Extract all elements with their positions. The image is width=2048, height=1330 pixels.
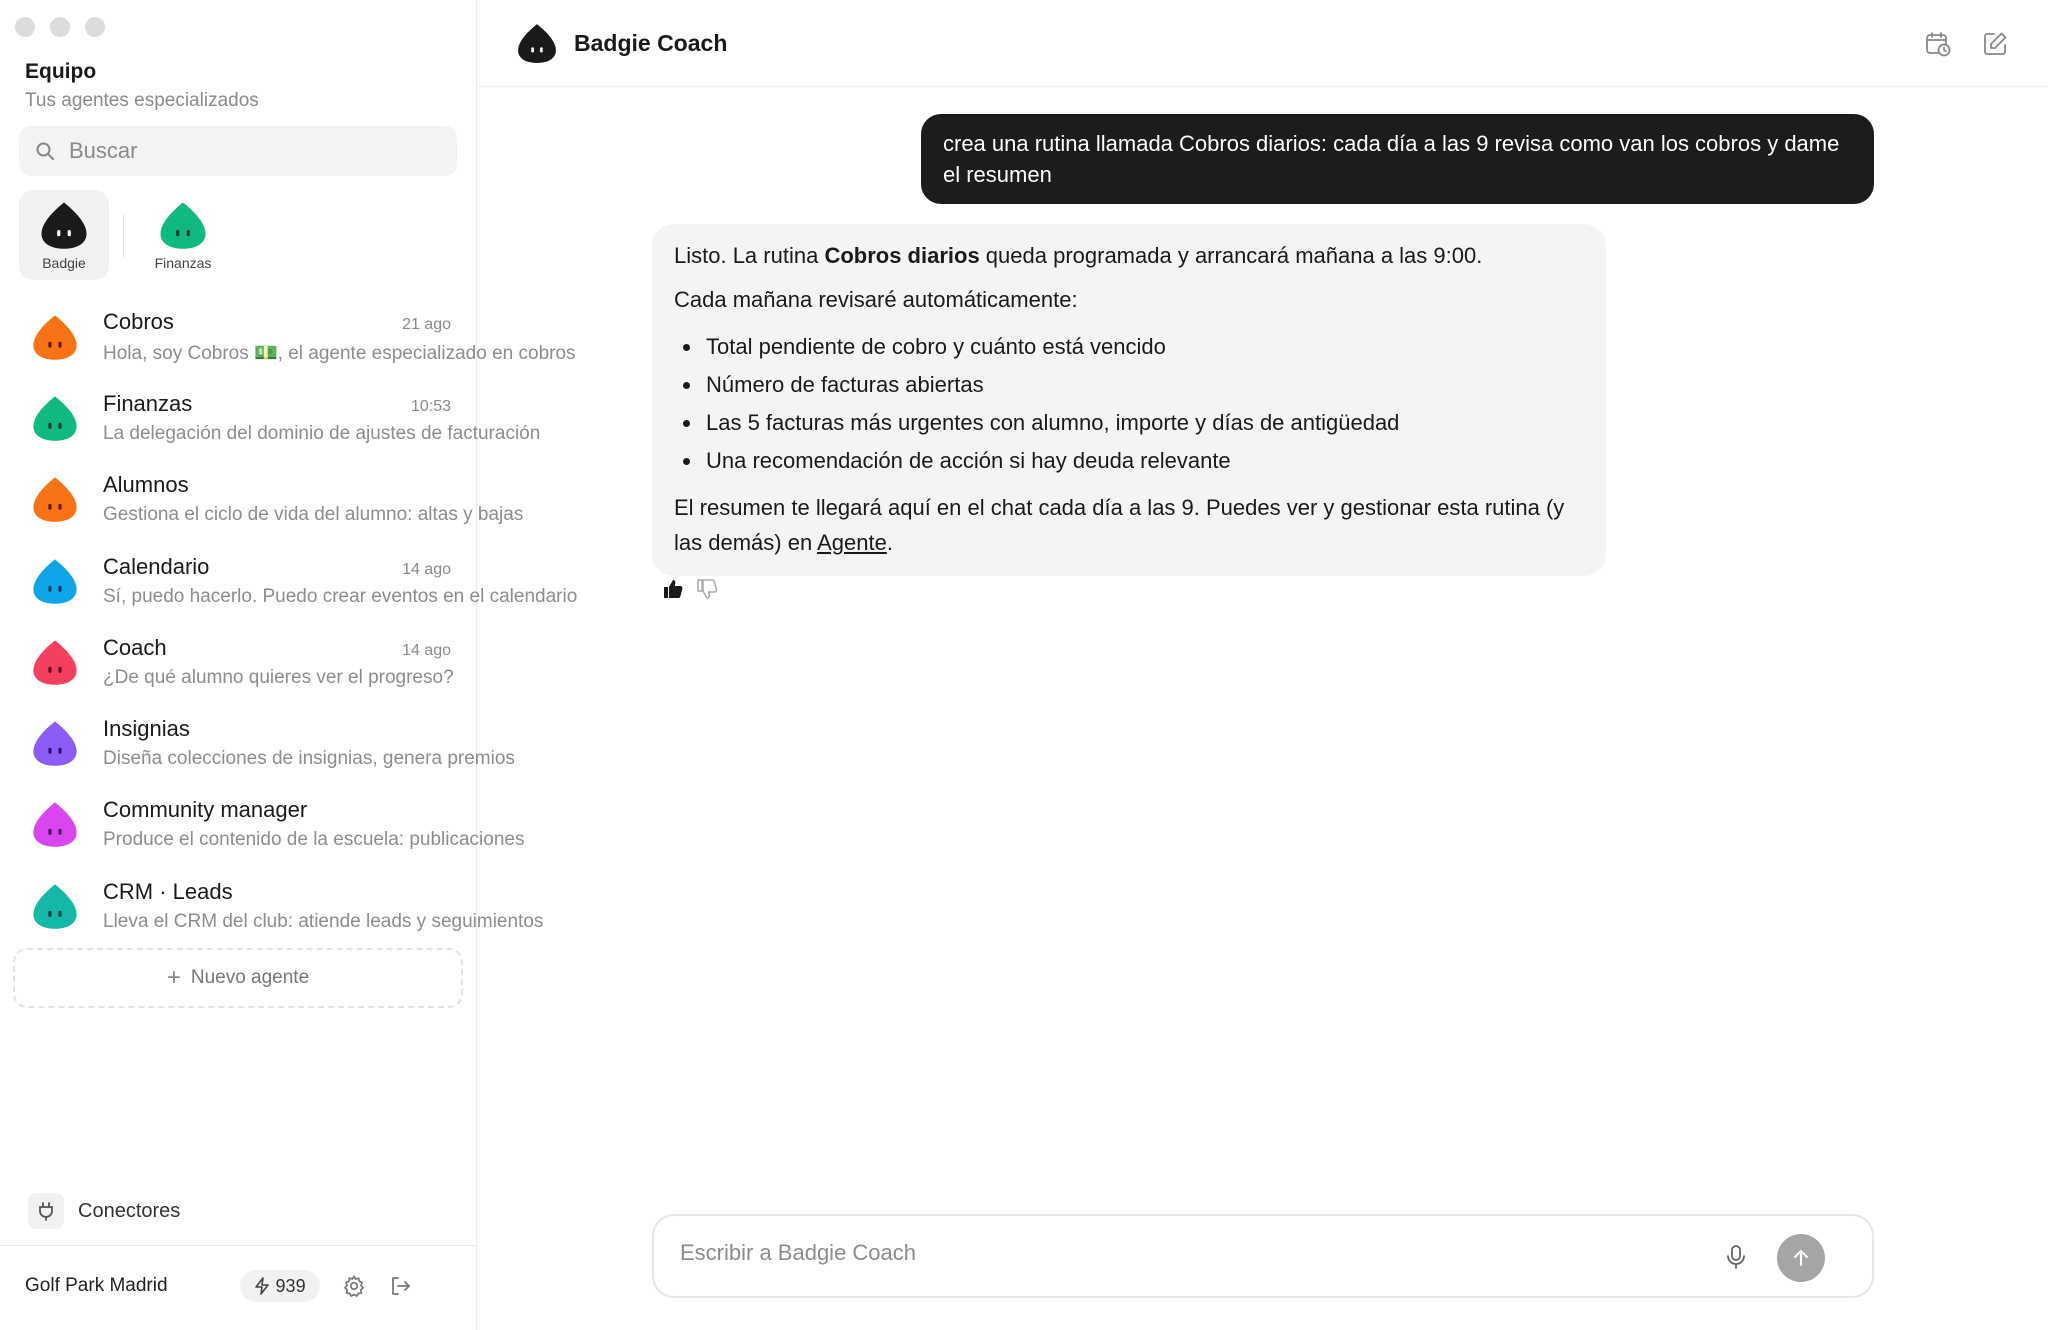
- connectors-label: Conectores: [78, 1199, 181, 1222]
- badgie-avatar-icon: [39, 200, 89, 250]
- send-button[interactable]: [1777, 1234, 1825, 1282]
- settings-button[interactable]: [342, 1274, 366, 1298]
- thumbs-down-button[interactable]: [695, 577, 719, 606]
- microphone-icon: [1725, 1244, 1747, 1270]
- team-title: Equipo: [25, 60, 97, 83]
- club-name: Golf Park Madrid: [25, 1275, 168, 1296]
- thumbs-down-icon: [695, 577, 719, 601]
- blob-body: [42, 203, 87, 249]
- agent-preview: Sí, puedo hacerlo. Puedo crear eventos en el calendario: [103, 585, 578, 607]
- divider: [0, 1245, 477, 1246]
- credits-value: 939: [275, 1275, 306, 1296]
- message-input[interactable]: [680, 1240, 1680, 1266]
- agent-name: CRM · Leads: [103, 878, 233, 904]
- routine-name: Cobros diarios: [824, 243, 980, 268]
- message-feedback: [661, 577, 719, 606]
- assistant-intro: [674, 240, 1584, 271]
- new-agent-button[interactable]: [13, 948, 463, 1008]
- assistant-message-bubble: [652, 224, 1606, 576]
- search-input[interactable]: [69, 138, 429, 164]
- thumbs-up-icon: [661, 577, 685, 601]
- assistant-outro: [674, 490, 1584, 560]
- intro-text: Listo. La rutina: [674, 243, 825, 268]
- team-subtitle: Tus agentes especializados: [25, 90, 259, 111]
- assistant-bullet-list: [674, 328, 1584, 480]
- credits-badge[interactable]: [240, 1270, 320, 1302]
- agent-time: 21 ago: [402, 315, 451, 333]
- agent-time: 10:53: [410, 397, 451, 415]
- quick-agent-label: Badgie: [42, 255, 86, 271]
- agent-item-coach[interactable]: [0, 621, 477, 702]
- finanzas-avatar-icon: [31, 394, 79, 442]
- alumnos-avatar-icon: [31, 475, 79, 523]
- agent-name: Finanzas: [103, 390, 193, 416]
- edit-icon: [1981, 30, 2009, 58]
- quick-agent-label: Finanzas: [154, 255, 212, 271]
- new-chat-button[interactable]: [1981, 30, 2009, 63]
- list-item: Una recomendación de acción si hay deuda relevante: [674, 442, 1584, 480]
- agent-list: [0, 296, 578, 946]
- badgie-avatar-icon: [516, 22, 558, 64]
- agent-name: Coach: [103, 634, 167, 660]
- agent-preview: ¿De qué alumno quieres ver el progreso?: [103, 666, 454, 688]
- agent-preview: Produce el contenido de la escuela: publicaciones: [103, 829, 525, 851]
- window-minimize-button[interactable]: [50, 17, 70, 37]
- finanzas-avatar-icon: [158, 200, 208, 250]
- agent-item-crm-leads[interactable]: [0, 865, 544, 946]
- agent-name: Cobros: [103, 308, 174, 334]
- outro-text: .: [886, 530, 893, 555]
- logout-button[interactable]: [388, 1274, 412, 1298]
- outro-text: El resumen te llegará aquí en el chat cada día a las 9. Puedes ver y gestionar esta rutina (y las demás) en: [674, 495, 1565, 555]
- bolt-icon: [254, 1277, 270, 1295]
- agent-preview: Gestiona el ciclo de vida del alumno: altas y bajas: [103, 504, 524, 526]
- user-message-bubble: crea una rutina llamada Cobros diarios: cada día a las 9 revisa como van los cobros y dame el resumen: [921, 114, 1874, 204]
- agent-name: Calendario: [103, 553, 210, 579]
- agent-name: Insignias: [103, 716, 190, 742]
- gear-icon: [342, 1274, 366, 1298]
- search-box[interactable]: [19, 126, 457, 176]
- microphone-button[interactable]: [1725, 1244, 1747, 1275]
- sidebar-footer: [25, 1270, 455, 1302]
- community-manager-avatar-icon: [31, 800, 79, 848]
- thumbs-up-button[interactable]: [661, 577, 685, 606]
- calendar-clock-icon: [1924, 30, 1952, 58]
- plug-icon: [28, 1193, 64, 1229]
- logout-icon: [388, 1274, 412, 1298]
- calendario-avatar-icon: [31, 557, 79, 605]
- agent-item-finanzas[interactable]: [0, 377, 541, 458]
- agent-item-cobros[interactable]: [0, 296, 576, 377]
- chat-title: Badgie Coach: [574, 30, 728, 56]
- chat-panel: [478, 0, 2048, 1330]
- connectors-button[interactable]: [28, 1193, 180, 1229]
- sidebar: [0, 0, 578, 1330]
- agent-preview: Diseña colecciones de insignias, genera premios: [103, 748, 515, 770]
- plus-icon: +: [166, 964, 181, 991]
- intro-text: queda programada y arrancará mañana a las 9:00.: [979, 243, 1483, 268]
- agent-preview: La delegación del dominio de ajustes de facturación: [103, 422, 541, 444]
- quick-agents: [19, 190, 228, 280]
- agent-time: 14 ago: [402, 641, 451, 659]
- message-composer: [652, 1214, 1874, 1298]
- divider: [123, 214, 124, 258]
- agent-preview: Hola, soy Cobros 💵, el agente especializado en cobros: [103, 342, 576, 364]
- quick-agent-badgie[interactable]: [19, 190, 109, 280]
- list-item: Número de facturas abiertas: [674, 366, 1584, 404]
- agent-name: Alumnos: [103, 472, 189, 498]
- agent-item-calendario[interactable]: [0, 540, 578, 621]
- window-close-button[interactable]: [15, 17, 35, 37]
- cobros-avatar-icon: [31, 313, 79, 361]
- list-item: Total pendiente de cobro y cuánto está vencido: [674, 328, 1584, 366]
- insignias-avatar-icon: [31, 719, 79, 767]
- agent-preview: Lleva el CRM del club: atiende leads y seguimientos: [103, 910, 544, 932]
- crm-leads-avatar-icon: [31, 882, 79, 930]
- agent-name: Community manager: [103, 797, 308, 823]
- schedule-button[interactable]: [1924, 30, 1952, 63]
- coach-avatar-icon: [31, 638, 79, 686]
- arrow-up-icon: [1791, 1248, 1811, 1268]
- quick-agent-finanzas[interactable]: [138, 190, 228, 280]
- agent-time: 14 ago: [402, 560, 451, 578]
- agent-item-alumnos[interactable]: [0, 459, 524, 540]
- list-item: Las 5 facturas más urgentes con alumno, importe y días de antigüedad: [674, 404, 1584, 442]
- agent-item-community-manager[interactable]: [0, 784, 525, 865]
- new-agent-label: Nuevo agente: [190, 967, 310, 988]
- agent-link[interactable]: Agente: [817, 530, 887, 555]
- window-zoom-button[interactable]: [85, 17, 105, 37]
- agent-item-insignias[interactable]: [0, 702, 515, 783]
- window-controls: [15, 17, 105, 37]
- chat-header: [478, 0, 2048, 87]
- search-icon: [35, 141, 55, 161]
- assistant-lead: Cada mañana revisaré automáticamente:: [674, 287, 1078, 312]
